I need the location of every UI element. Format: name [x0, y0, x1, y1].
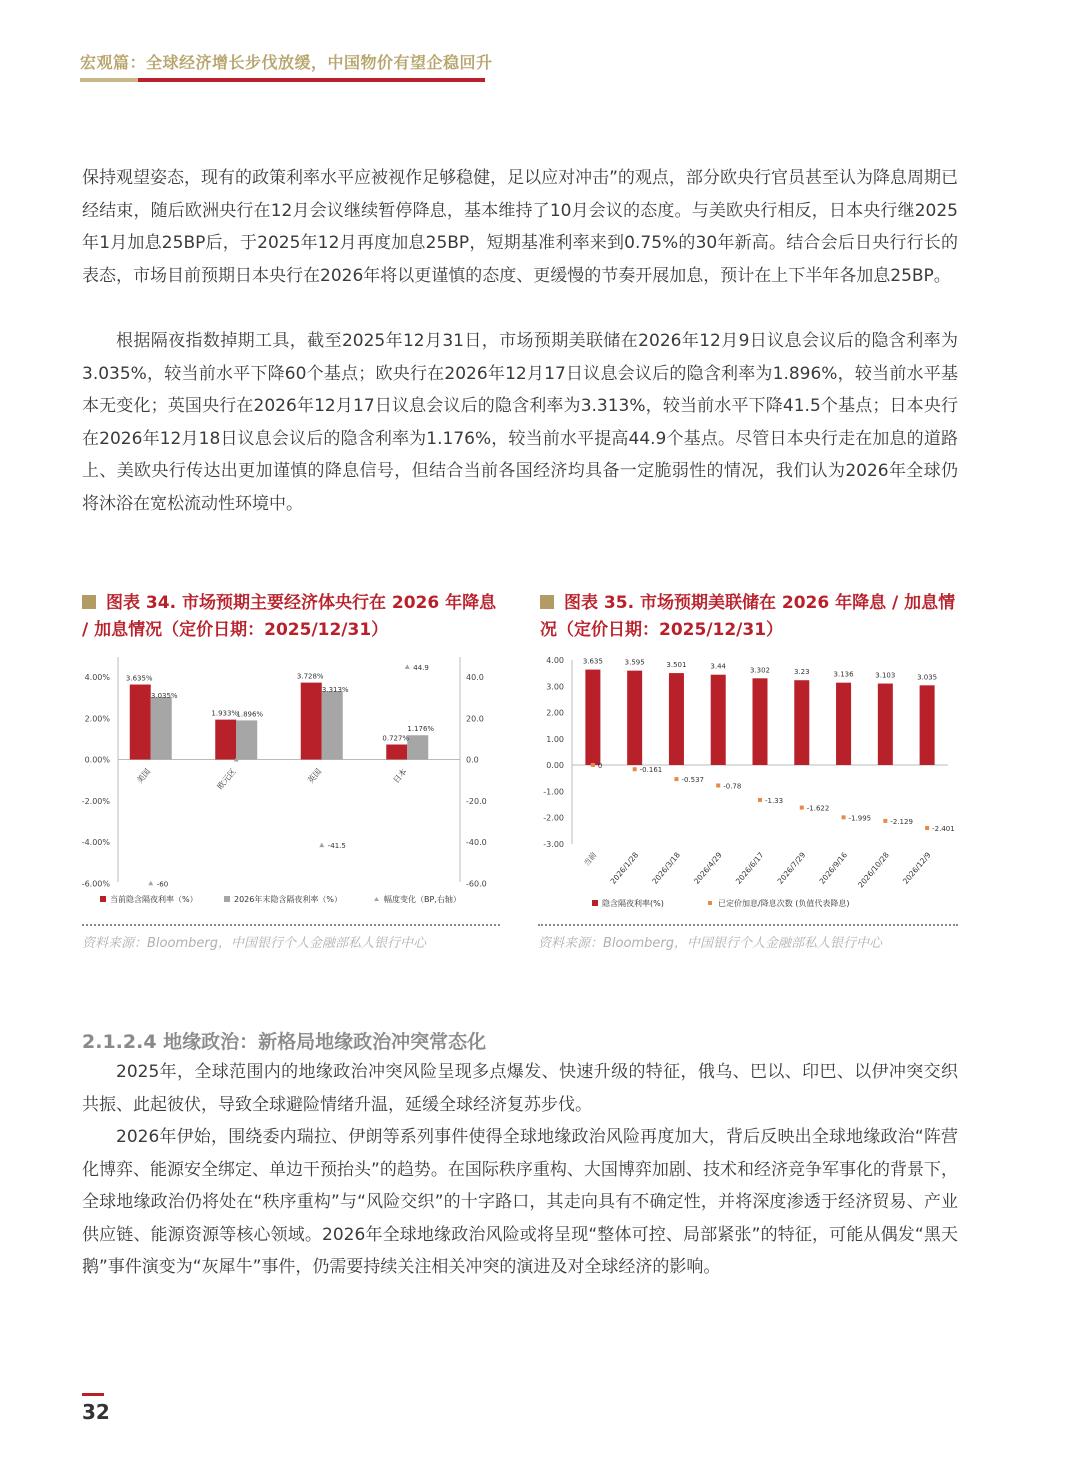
data-label: -0.78: [723, 782, 742, 791]
legend-swatch: [224, 896, 230, 902]
y-tick-label: 4.00: [546, 656, 564, 665]
bar-implied-rate: [794, 680, 809, 765]
data-label: 3.103: [875, 671, 896, 680]
category-label: 英国: [306, 767, 324, 786]
bar-year-end-rate: [407, 735, 428, 759]
data-label: -60: [156, 880, 169, 889]
y-left-tick-label: -4.00%: [81, 838, 110, 847]
figure-34-title: [82, 590, 502, 644]
page-number: 32: [82, 1400, 110, 1424]
legend-label: 幅度变化（BP,右轴）: [384, 895, 461, 904]
figure-marker-icon: [82, 595, 96, 609]
data-label: 3.035: [917, 673, 938, 682]
page-number-rule: [82, 1393, 104, 1396]
hike-cut-marker: [883, 819, 887, 823]
chart-35-source: 资料来源：Bloomberg，中国银行个人金融部私人银行中心: [538, 936, 882, 951]
figure-marker-icon: [540, 595, 554, 609]
change-marker: [319, 843, 324, 848]
bar-current-rate: [301, 683, 322, 760]
data-label: -1.33: [765, 796, 784, 805]
category-label: 美国: [135, 767, 153, 786]
y-tick-label: 3.00: [546, 682, 564, 692]
category-label: 2026/3/18: [650, 850, 682, 886]
hike-cut-marker: [842, 815, 846, 819]
running-header: 宏观篇：全球经济增长步伐放缓，中国物价有望企稳回升: [80, 53, 493, 72]
y-right-tick-label: 0.0: [466, 755, 479, 765]
hike-cut-marker: [800, 806, 804, 810]
data-label: -1.995: [848, 814, 872, 823]
change-marker: [405, 664, 410, 669]
data-label: 1.896%: [236, 710, 264, 719]
data-label: 3.728%: [296, 672, 324, 681]
data-label: -41.5: [327, 842, 346, 851]
paragraph-2: 根据隔夜指数掉期工具，截至2025年12月31日，市场预期美联储在2026年12月9日议息会议后的隐含利率为3.035%，较当前水平下降60个基点；欧央行在2026年12月17日议息会议后的隐含利率为1.896%，较当前水平基本无变化；英国央行在2026年12月17日议息会议后的隐含利率为3.313%，较当前水平下降41.5个基点；日本央行在2026年12月18日议息会议后的隐含利率为1.176%，较当前水平提高44.9个基点。尽管日本央行走在加息的道路上、美欧央行传达出更加谨慎的降息信号，但结合当前各国经济均具备一定脆弱性的情况，我们认为2026年全球仍将沐浴在宽松流动性环境中。: [82, 331, 958, 514]
category-label: 当前: [581, 850, 599, 868]
data-label: 3.635: [582, 657, 603, 666]
data-label: 3.035%: [150, 691, 178, 700]
bar-implied-rate: [669, 673, 684, 765]
category-label: 2026/7/29: [775, 850, 808, 886]
data-label: 1.933%: [211, 709, 239, 718]
bar-year-end-rate: [151, 697, 172, 760]
hike-cut-marker: [633, 767, 637, 771]
paragraph-1: 保持观望姿态，现有的政策利率水平应被视作足够稳健，足以应对冲击”的观点，部分欧央行官员甚至认为降息周期已经结束，随后欧洲央行在12月会议继续暂停降息，基本维持了10月会议的态度。与美欧央行相反，日本央行继2025年1月加息25BP后，于2025年12月再度加息25BP，短期基准利率来到0.75%的30年新高。结合会后日央行行长的表态，市场目前预期日本央行在2026年将以更谨慎的态度、更缓慢的节奏开展加息，预计在上下半年各加息25BP。: [82, 168, 958, 286]
data-label: 3.136: [833, 670, 854, 679]
bar-implied-rate: [878, 684, 893, 765]
y-left-tick-label: 4.00%: [84, 673, 110, 682]
category-label: 2026/12/9: [901, 850, 933, 886]
category-label: 2026/9/16: [817, 850, 850, 886]
legend-swatch: [708, 901, 712, 905]
bar-implied-rate: [920, 685, 935, 765]
data-label: -2.401: [932, 825, 955, 834]
y-right-tick-label: 40.0: [466, 673, 484, 682]
bar-current-rate: [130, 685, 151, 760]
legend-swatch: [374, 897, 379, 901]
hike-cut-marker: [925, 826, 929, 830]
y-right-tick-label: -20.0: [466, 796, 487, 806]
bar-implied-rate: [836, 683, 851, 765]
header-rule-red: [138, 78, 485, 82]
bar-year-end-rate: [322, 691, 343, 759]
y-tick-label: -1.00: [543, 787, 564, 797]
change-marker: [148, 881, 153, 886]
legend-label: 隐含隔夜利率(%): [602, 899, 664, 908]
y-tick-label: -2.00: [543, 813, 564, 823]
data-label: 3.23: [793, 668, 810, 677]
data-label: 3.302: [749, 666, 771, 675]
data-label: 3.44: [710, 662, 727, 671]
chart-34: [82, 652, 500, 914]
y-left-tick-label: 0.00%: [84, 755, 110, 765]
data-label: 0.727%: [382, 734, 410, 743]
header-rule-gold: [80, 78, 138, 82]
data-label: -0.161: [639, 766, 663, 775]
legend-label: 2026年末隐含隔夜利率（%）: [234, 895, 342, 904]
y-tick-label: -3.00: [543, 839, 564, 849]
legend-label: 已定价加息/降息次数 (负值代表降息): [718, 899, 850, 908]
y-tick-label: 1.00: [546, 734, 564, 744]
category-label: 2026/6/17: [733, 850, 766, 886]
bar-current-rate: [386, 745, 407, 760]
category-label: 2026/4/29: [692, 850, 724, 886]
y-left-tick-label: 2.00%: [84, 714, 110, 724]
paragraph-3: 2025年，全球范围内的地缘政治冲突风险呈现多点爆发、快速升级的特征，俄乌、巴以、印巴、以伊冲突交织共振、此起彼伏，导致全球避险情绪升温，延缓全球经济复苏步伐。: [82, 1062, 958, 1115]
divider: [82, 924, 500, 926]
data-label: -0.537: [681, 776, 705, 785]
data-label: 3.595: [624, 658, 645, 667]
paragraph-4: 2026年伊始，围绕委内瑞拉、伊朗等系列事件使得全球地缘政治风险再度加大，背后反映出全球地缘政治“阵营化博弈、能源安全绑定、单边干预抬头”的趋势。在国际秩序重构、大国博弈加剧、技术和经济竞争军事化的背景下，全球地缘政治仍将处在“秩序重构”与“风险交织”的十字路口，其走向具有不确定性，并将深度渗透于经济贸易、产业供应链、能源资源等核心领域。2026年全球地缘政治风险或将呈现“整体可控、局部紧张”的特征，可能从偶发“黑天鹅”事件演变为“灰犀牛”事件，仍需要持续关注相关冲突的演进及对全球经济的影响。: [82, 1127, 958, 1277]
figure-34-title-text: 图表 34. 市场预期主要经济体央行在 2026 年降息 / 加息情况（定价日期：2025/12/31）: [82, 593, 497, 640]
y-right-tick-label: -60.0: [466, 879, 487, 889]
y-right-tick-label: -40.0: [466, 838, 487, 847]
y-left-tick-label: -2.00%: [81, 796, 110, 806]
divider: [538, 924, 958, 926]
section-heading: 2.1.2.4 地缘政治：新格局地缘政治冲突常态化: [82, 1031, 487, 1053]
bar-year-end-rate: [236, 720, 257, 759]
y-right-tick-label: 20.0: [466, 714, 484, 724]
figure-35-title-text: 图表 35. 市场预期美联储在 2026 年降息 / 加息情况（定价日期：2025/12/31）: [540, 593, 956, 640]
bar-implied-rate: [711, 675, 726, 765]
y-tick-label: 0.00: [546, 761, 564, 770]
chart-35: [538, 652, 958, 914]
hike-cut-marker: [716, 783, 720, 787]
chart-34-source: 资料来源：Bloomberg，中国银行个人金融部私人银行中心: [82, 936, 426, 951]
bar-implied-rate: [753, 678, 768, 765]
bar-current-rate: [215, 720, 236, 760]
category-label: 2026/1/28: [608, 850, 641, 886]
data-label: -2.129: [890, 817, 913, 826]
hike-cut-marker: [758, 798, 762, 802]
category-label: 2026/10/28: [856, 850, 891, 890]
data-label: 44.9: [413, 663, 429, 672]
legend-label: 当前隐含隔夜利率（%）: [110, 895, 198, 904]
data-label: 3.501: [666, 661, 687, 670]
data-label: 3.313%: [321, 686, 349, 695]
y-left-tick-label: -6.00%: [81, 879, 110, 889]
category-label: 日本: [391, 767, 409, 786]
data-label: 0: [597, 762, 603, 770]
data-label: -1.622: [806, 804, 830, 813]
hike-cut-marker: [591, 763, 595, 767]
data-label: 1.176%: [407, 725, 435, 734]
data-label: 3.635%: [125, 674, 153, 683]
y-tick-label: 2.00: [546, 708, 564, 718]
legend-swatch: [100, 896, 106, 902]
bar-implied-rate: [585, 670, 600, 765]
bar-implied-rate: [627, 671, 642, 765]
legend-swatch: [592, 900, 598, 906]
figure-35-title: [540, 590, 960, 644]
hike-cut-marker: [674, 777, 678, 781]
category-label: 欧元区: [215, 767, 238, 792]
